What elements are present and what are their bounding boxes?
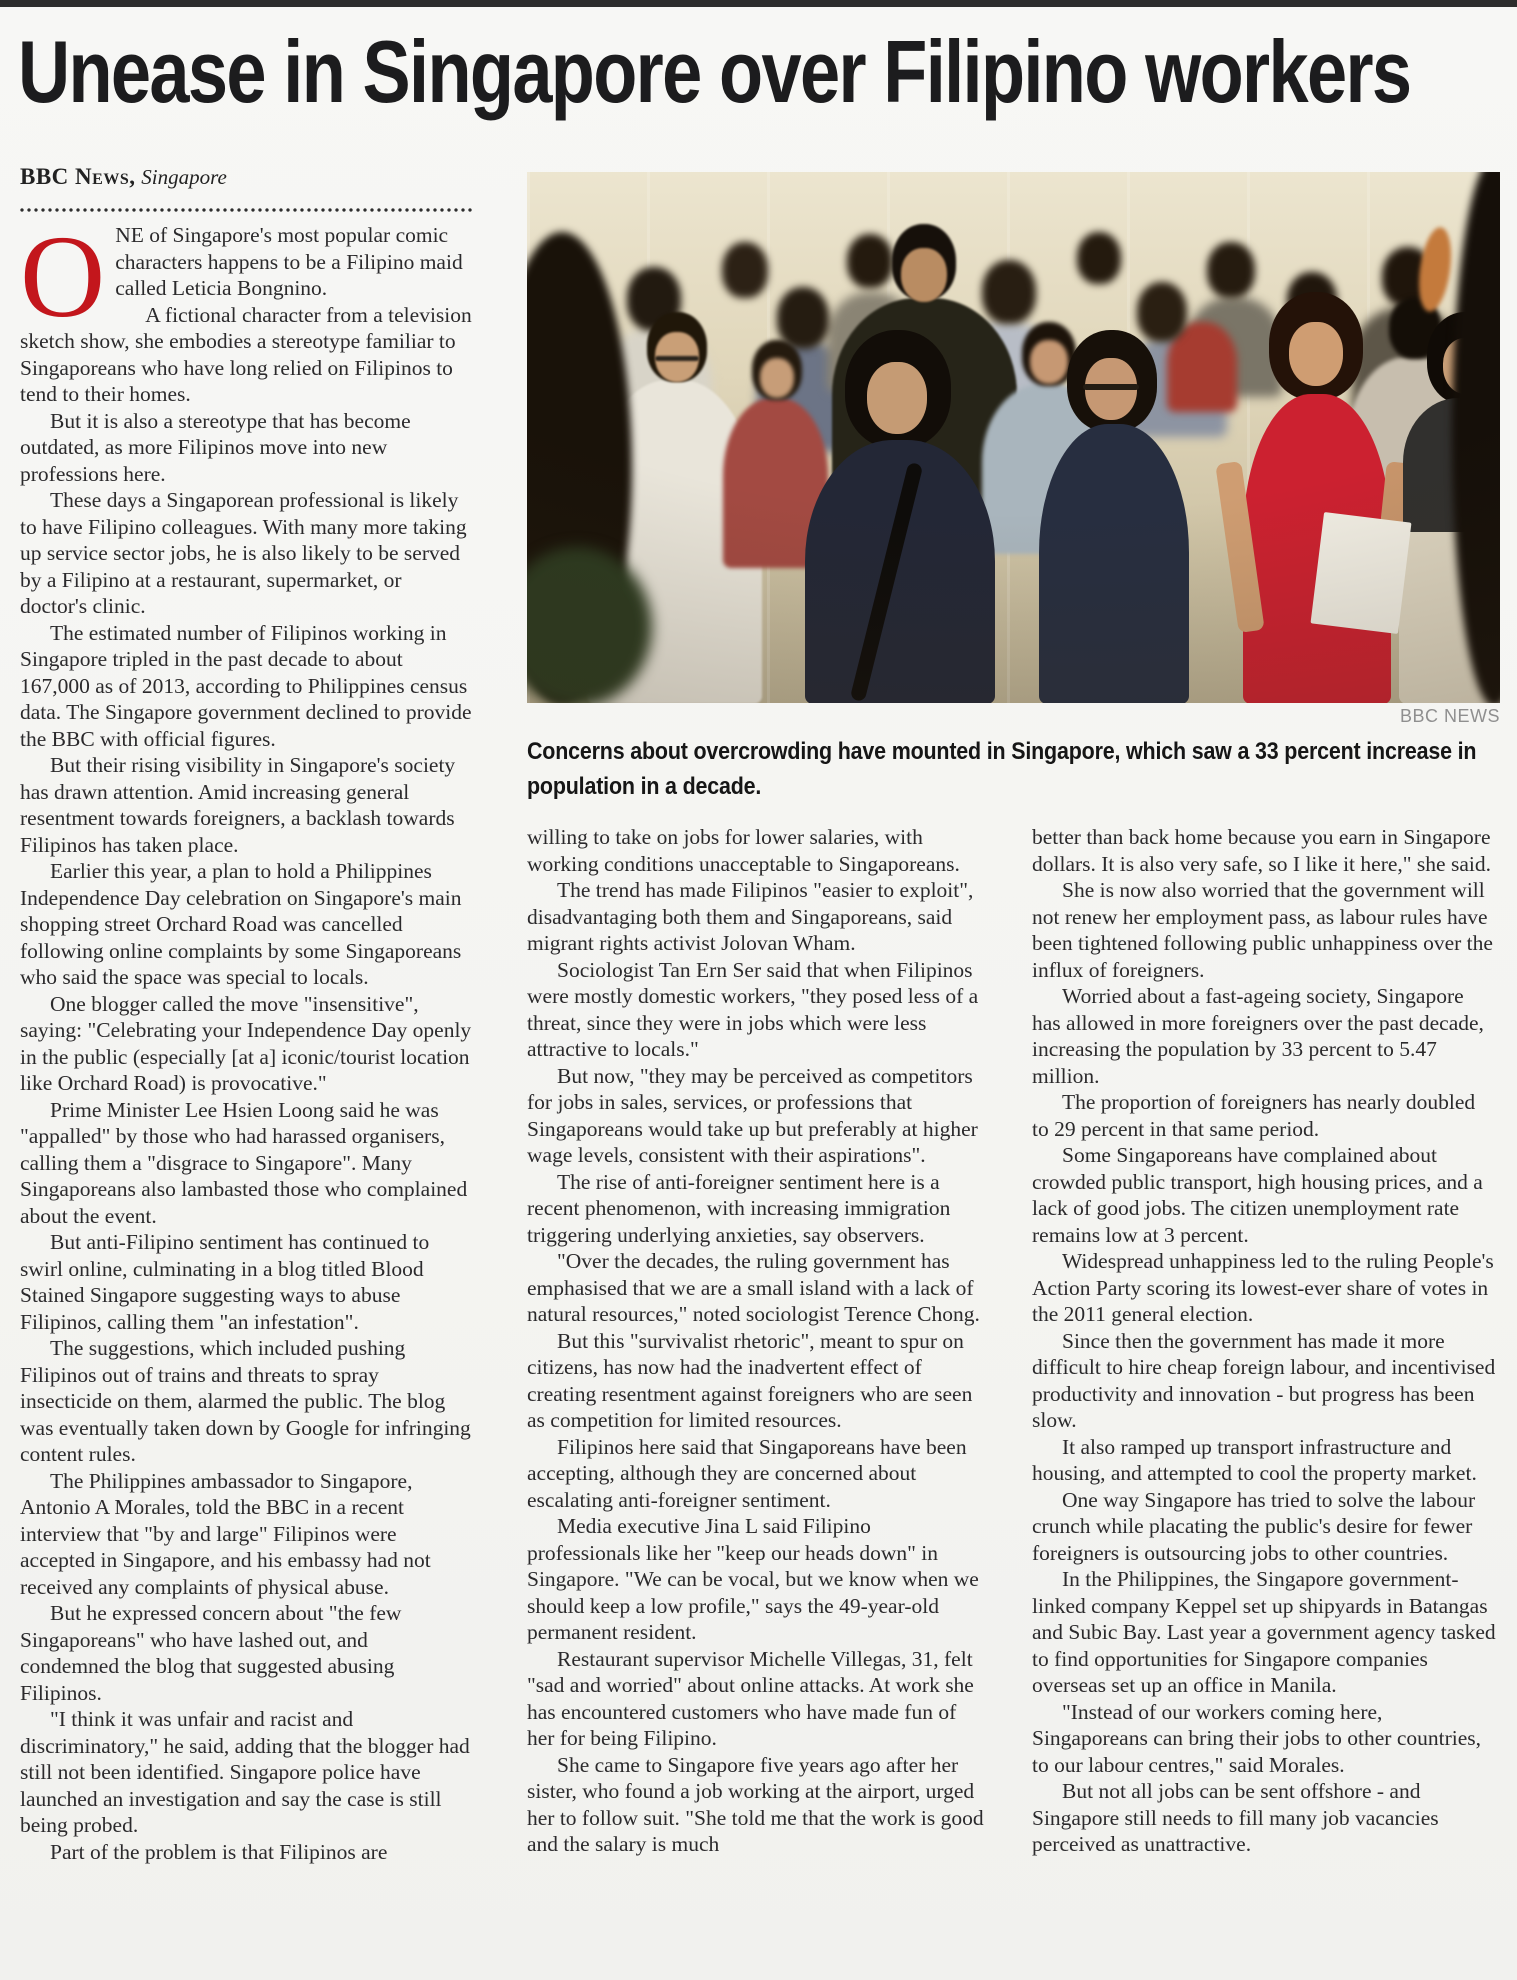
paragraph: But anti-Filipino sentiment has continued to swirl online, culminating in a blog titled Blood Stained Singapore suggesting ways to abuse Filipinos, calling them "an infestation". (20, 1230, 430, 1334)
paragraph: A fictional character from a television sketch show, she embodies a stereotype familiar to Singaporeans who have long relied on Filipinos to tend to their homes. (20, 302, 472, 406)
crowd-figure-shape (901, 248, 947, 302)
crowd-figure-shape (1039, 424, 1189, 703)
paragraph: Earlier this year, a plan to hold a Philippines Independence Day celebration on Singapore's main shopping street Orchard Road was cancelled following online complaints by some Singaporeans who said the space was special to locals. (20, 859, 462, 989)
paragraph: Media executive Jina L said Filipino professionals like her "keep our heads down" in Singapore. "We can be vocal, but we know when we should keep a low profile," says the 49-year-old permanent resident. (527, 1514, 979, 1644)
crowd-figure-shape (655, 356, 699, 361)
left-column (20, 222, 472, 1974)
paragraph: "I think it was unfair and racist and discriminatory," he said, adding that the blogger had still not been identified. Singapore police have launched an investigation and say the case is still being probed. (20, 1707, 470, 1837)
crowd-figure-shape (805, 440, 995, 703)
paragraph: These days a Singaporean professional is likely to have Filipino colleagues. With many more taking up service sector jobs, he is also likely to be served by a Filipino at a restaurant, supermarket, or doctor's clinic. (20, 488, 467, 618)
crowd-figure-shape (847, 234, 893, 288)
byline (20, 164, 227, 190)
paragraph: But now, "they may be perceived as competitors for jobs in sales, services, or professions that Singaporeans would take up but preferably at higher wage levels, consistent with their aspirations". (527, 1063, 978, 1167)
crowd-figure-shape (1137, 282, 1187, 342)
crowd-figure-shape (760, 358, 794, 398)
crowd-figure-shape (982, 260, 1036, 324)
right-column-body (1032, 824, 1496, 1858)
lead-paragraph-text: NE of Singapore's most popular comic characters happens to be a Filipino maid called Leticia Bongnino. (115, 223, 463, 300)
paragraph: Prime Minister Lee Hsien Loong said he was "appalled" by those who had harassed organisers, calling them a "disgrace to Singapore". Many Singaporeans also lambasted those who complained about the event. (20, 1097, 468, 1228)
byline-location: Singapore (141, 165, 227, 189)
lead-paragraph (20, 222, 472, 342)
paragraph: The estimated number of Filipinos working in Singapore tripled in the past decade to about 167,000 as of 2013, according to Philippines census data. The Singapore government declined to provide the BBC with official figures. (20, 620, 472, 751)
crowd-figure-shape (722, 242, 768, 298)
drop-cap: O (20, 222, 106, 342)
paragraph: willing to take on jobs for lower salaries, with working conditions unacceptable to Singaporeans. (527, 825, 960, 876)
paragraph: One way Singapore has tried to solve the labour crunch while placating the public's desire for fewer foreigners is outsourcing jobs to other countries. (1032, 1487, 1476, 1565)
crowd-figure-shape (1030, 340, 1068, 384)
paragraph: She is now also worried that the government will not renew her employment pass, as labour rules have been tightened following public unhappiness over the influx of foreigners. (1032, 878, 1493, 982)
paragraph: In the Philippines, the Singapore government-linked company Keppel set up shipyards in Batangas and Subic Bay. Last year a government agency tasked to find opportunities for Singapore companies overseas set up an office in Manila. (1032, 1567, 1496, 1697)
paragraph: better than back home because you earn in Singapore dollars. It is also very safe, so I like it here," she said. (1032, 825, 1491, 876)
dotted-divider (20, 208, 475, 213)
paragraph: Sociologist Tan Ern Ser said that when Filipinos were mostly domestic workers, "they posed less of a threat, since they were in jobs which were less attractive to locals." (527, 957, 979, 1061)
middle-column-body (527, 824, 985, 1858)
article-photo (527, 172, 1500, 703)
paragraph: But it is also a stereotype that has become outdated, as more Filipinos move into new professions here. (20, 408, 411, 486)
crowd-figure-shape (777, 287, 829, 349)
paragraph: One blogger called the move "insensitive", saying: "Celebrating your Independence Day openly in the public (especially [at a] iconic/tourist location like Orchard Road) is provocative." (20, 991, 472, 1095)
crowd-figure-shape (1414, 225, 1456, 313)
paragraph: Since then the government has made it more difficult to hire cheap foreign labour, and incentivised productivity and innovation - but progress has been slow. (1032, 1328, 1496, 1432)
paragraph: The suggestions, which included pushing Filipinos out of trains and threats to spray insecticide on them, alarmed the public. The blog was eventually taken down by Google for infringing content rules. (20, 1336, 471, 1466)
paragraph: Some Singaporeans have complained about crowded public transport, high housing prices, and a lack of good jobs. The citizen unemployment rate remains low at 3 percent. (1032, 1143, 1483, 1247)
paragraph: Part of the problem is that Filipinos are (50, 1839, 388, 1864)
paragraph: Worried about a fast-ageing society, Singapore has allowed in more foreigners over the past decade, increasing the population by 33 percent to 5.47 million. (1032, 984, 1484, 1088)
paragraph: But he expressed concern about "the few Singaporeans" who have lashed out, and condemned the blog that suggested abusing Filipinos. (20, 1601, 402, 1705)
paragraph: "Instead of our workers coming here, Singaporeans can bring their jobs to other countries, to our labour centres," said Morales. (1032, 1699, 1482, 1777)
right-column (1032, 824, 1496, 1980)
middle-column (527, 824, 985, 1980)
crowd-figure-shape (867, 362, 927, 434)
paper-sheet-shape (1311, 512, 1412, 634)
paragraph: "Over the decades, the ruling government has emphasised that we are a small island with a lack of natural resources," noted sociologist Terence Chong. (527, 1249, 980, 1326)
paragraph: The trend has made Filipinos "easier to exploit", disadvantaging both them and Singaporeans, said migrant rights activist Jolovan Wham. (527, 878, 974, 955)
photo-credit: BBC NEWS (1399, 706, 1500, 726)
byline-source: BBC News, (20, 164, 136, 189)
paragraph: Restaurant supervisor Michelle Villegas, 31, felt "sad and worried" about online attacks. At work she has encountered customers who have made fun of her for being Filipino. (527, 1646, 974, 1750)
paragraph: The proportion of foreigners has nearly doubled to 29 percent in that same period. (1032, 1090, 1476, 1141)
paragraph: Filipinos here said that Singaporeans have been accepting, although they are concerned about escalating anti-foreigner sentiment. (527, 1434, 967, 1512)
crowd-figure-shape (1207, 242, 1255, 298)
left-column-body (20, 302, 472, 1866)
crowd-figure-shape (1077, 232, 1121, 284)
paragraph: The Philippines ambassador to Singapore, Antonio A Morales, told the BBC in a recent interview that "by and large" Filipinos were accepted in Singapore, and his embassy had not received any complaints of physical abuse. (20, 1468, 431, 1599)
paragraph: The rise of anti-foreigner sentiment here is a recent phenomenon, with increasing immigration triggering underlying anxieties, say observers. (527, 1169, 951, 1247)
paragraph: But their rising visibility in Singapore's society has drawn attention. Amid increasing general resentment towards foreigners, a backlash towards Filipinos has taken place. (20, 753, 456, 857)
photo-caption: Concerns about overcrowding have mounted in Singapore, which saw a 33 percent increase in population in a decade. (527, 738, 1477, 800)
paragraph: But this "survivalist rhetoric", meant to spur on citizens, has now had the inadvertent effect of creating resentment against foreigners who are seen as competition for limited resources. (527, 1328, 973, 1432)
paragraph: It also ramped up transport infrastructure and housing, and attempted to cool the property market. (1032, 1434, 1477, 1485)
crowd-figure-shape (1083, 384, 1139, 390)
paragraph: She came to Singapore five years ago after her sister, who found a job working at the airport, urged her to follow suit. "She told me that the work is good and the salary is much (527, 1752, 984, 1856)
paragraph: Widespread unhappiness led to the ruling People's Action Party scoring its lowest-ever share of votes in the 2011 general election. (1032, 1249, 1494, 1326)
page-top-rule (0, 0, 1517, 7)
paragraph: But not all jobs can be sent offshore - and Singapore still needs to fill many job vacancies perceived as unattractive. (1032, 1779, 1439, 1856)
page-title: Unease in Singapore over Filipino workers (18, 22, 1411, 121)
crowd-figure-shape (1289, 322, 1343, 386)
